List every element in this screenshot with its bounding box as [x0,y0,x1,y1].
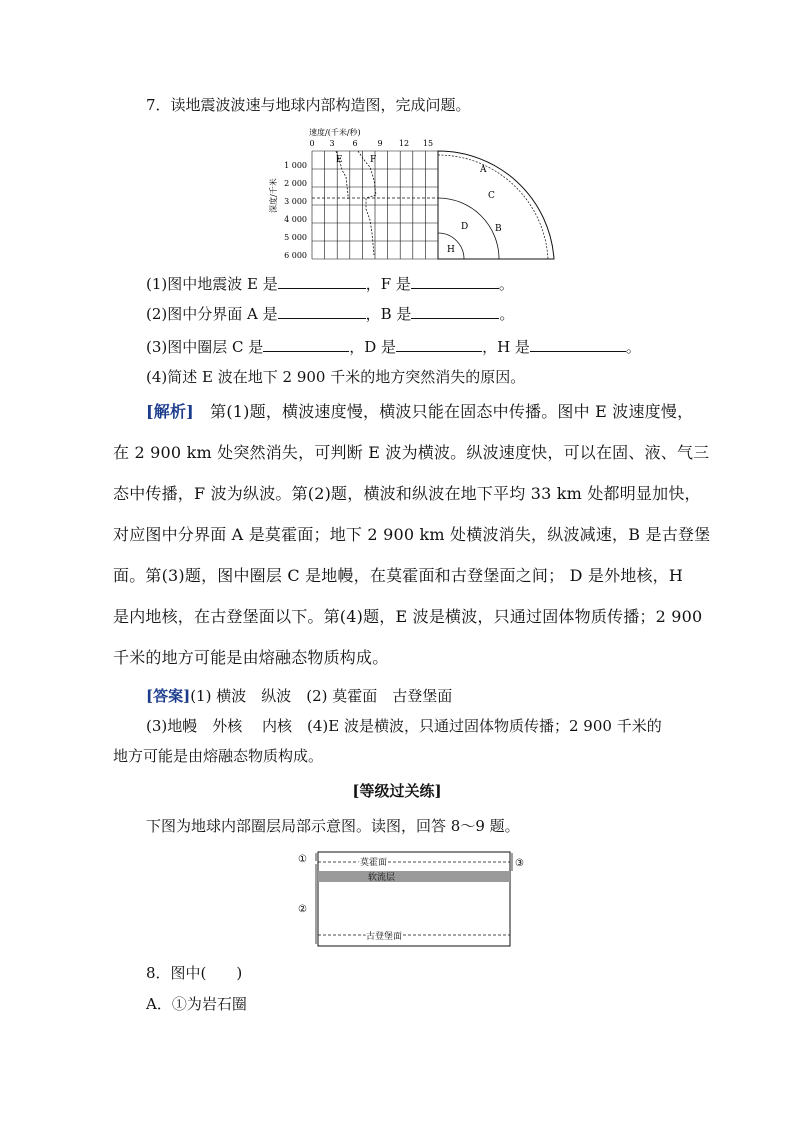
q7-title: 7．读地震波波速与地球内部构造图，完成问题。 [146,96,471,114]
moho-label: 莫霍面 [360,858,388,868]
layer-label-b: B [495,224,502,234]
layer-label-a: A [480,165,487,175]
layer-label-h: H [447,245,455,255]
y-tick-labels [284,161,307,260]
y-tick-label: 3 000 [284,197,307,206]
layer-label-d: D [461,222,469,232]
analysis-tag: [解析] [146,402,194,421]
analysis-line-5: 面。第(3)题，图中圈层 C 是地幔，在莫霍面和古登堡面之间； D 是外地核，H [113,566,684,585]
y-tick-label: 6 000 [284,251,307,260]
layers-frame [318,852,510,946]
marker-1: ① [298,854,307,865]
analysis-line-4: 对应图中分界面 A 是莫霍面；地下 2 900 km 处横波消失，纵波减速，B 是古登堡 [113,525,711,544]
figure2-intro: 下图为地球内部圈层局部示意图。读图，回答 8～9 题。 [146,817,520,835]
answer-tag: [答案] [146,687,191,705]
gutenberg-label: 古登堡面 [366,932,403,942]
section-title: [等级过关练] [352,782,442,800]
x-tick-label: 12 [398,139,410,148]
answer-blank [396,336,482,352]
analysis-line-7: 千米的地方可能是由熔融态物质构成。 [113,648,389,667]
q7-sub3: (3)图中圈层 C 是 ，D 是 ，H 是 。 [146,338,641,356]
asthenosphere-label: 软流层 [368,873,396,883]
answer-blank [530,336,626,352]
analysis-line-6: 是内地核，在古登堡面以下。第(4)题，E 波是横波，只通过固体物质传播；2 900 [113,607,703,626]
answer-blank [263,336,349,352]
answer-blank [278,273,366,289]
x-tick-label: 9 [377,139,383,148]
x-tick-label: 15 [422,139,434,148]
analysis-line-1: [解析] 第(1)题，横波速度慢，横波只能在固态中传播。图中 E 波速度慢， [146,402,694,421]
q7-sub2: (2)图中分界面 A 是 ，B 是 。 [146,305,515,323]
y-tick-label: 5 000 [284,233,307,242]
fig1-axes [268,127,433,260]
q7-sub4: (4)简述 E 波在地下 2 900 千米的地方突然消失的原因。 [146,368,526,386]
answer-blank [411,303,499,319]
layer-label-c: C [488,191,495,201]
marker-3: ③ [515,858,524,869]
asthenosphere-band [318,871,510,882]
analysis-line-2: 在 2 900 km 处突然消失，可判断 E 波为横波。纵波速度快，可以在固、液、气三 [113,443,710,462]
earth-cross-section [438,151,554,259]
seismic-wave-figure [262,125,562,260]
x-axis-title: 速度/(千米/秒) [309,128,361,137]
y-axis-title: 深度/千米 [269,178,278,213]
answer-blank [278,303,366,319]
x-tick-label: 0 [309,139,315,148]
q7-sub1: (1)图中地震波 E 是 ，F 是 。 [146,275,514,293]
answer-blank [411,273,499,289]
q8-stem: 8．图中( ) [146,964,243,982]
earth-layers-figure [296,848,536,950]
x-tick-label: 6 [352,139,358,148]
speed-grid [312,151,438,259]
f-wave-curve [358,151,376,255]
answer-line-2: (3)地幔 外核 内核 (4)E 波是横波，只通过固体物质传播；2 900 千米的 [146,717,662,735]
f-wave-label: F [370,155,377,165]
y-tick-label: 1 000 [284,161,307,170]
e-wave-label: E [336,155,343,165]
x-tick-labels [309,139,433,148]
y-tick-label: 2 000 [284,179,307,188]
x-tick-label: 3 [329,139,335,148]
answer-line-3: 地方可能是由熔融态物质构成。 [113,747,324,765]
q8-option-a: A．①为岩石圈 [146,995,247,1013]
analysis-line-3: 态中传播，F 波为纵波。第(2)题，横波和纵波在地下平均 33 km 处都明显加快， [113,484,701,503]
marker-2: ② [298,904,307,915]
answer-line-1: [答案](1) 横波 纵波 (2) 莫霍面 古登堡面 [146,687,453,705]
y-tick-label: 4 000 [284,215,307,224]
